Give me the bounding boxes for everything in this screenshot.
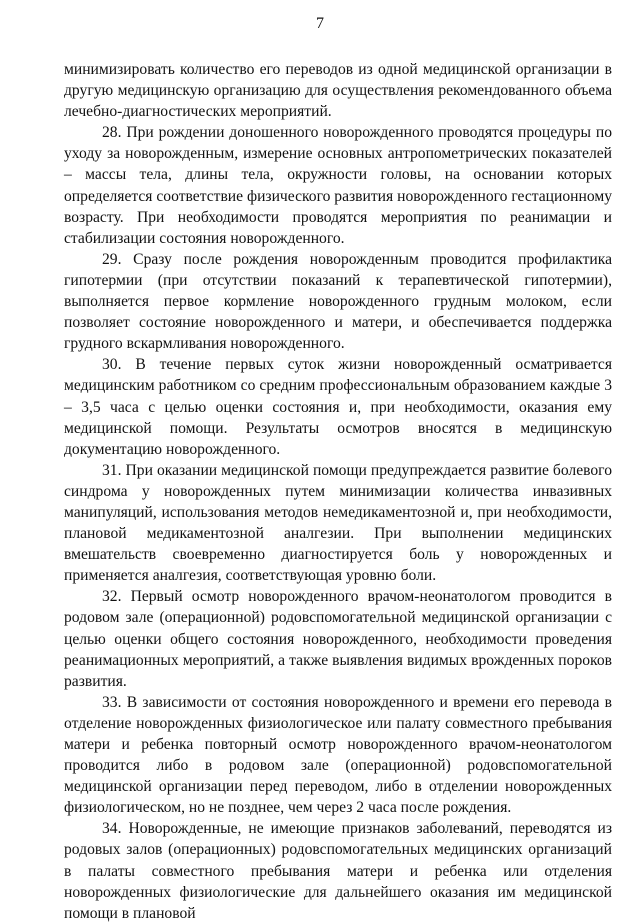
paragraph-33: 33. В зависимости от состояния новорожденного и времени его перевода в отделение новорожденных физиологическое или палату совместного пребывания матери и ребенка повторный осмотр новорожденного врачом-неонатологом проводится либо в родовом зале (операционной) родовспомогательной медицинской организации перед переводом, либо в отделении новорожденных физиологическом, но не позднее, чем через 2 часа после рождения. <box>64 693 612 817</box>
page-number: 7 <box>316 15 324 32</box>
paragraph-30: 30. В течение первых суток жизни новорожденный осматривается медицинским работником со средним профессиональным образованием каждые 3 – 3,5 часа с целью оценки состояния и, при необходимости, оказания ему медицинской помощи. Результаты осмотров вносятся в медицинскую документацию новорожденного. <box>64 356 612 458</box>
paragraph-continuation: минимизировать количество его переводов из одной медицинской организации в другую медицинскую организацию для осуществления рекомендованного объема лечебно-диагностических мероприятий. <box>64 61 612 121</box>
paragraph-34: 34. Новорожденные, не имеющие признаков заболеваний, переводятся из родовых залов (операционных) родовспомогательных медицинских организаций в палаты совместного пребывания матери и ребенка или отделения новорожденных физиологические для дальнейшего оказания им медицинской помощи в плановой <box>64 820 612 922</box>
paragraph-28: 28. При рождении доношенного новорожденного проводятся процедуры по уходу за новорожденным, измерение основных антропометрических показателей – массы тела, длины тела, окружности головы, на основании которых определяется соответствие физического развития новорожденного гестационному возрасту. При необходимости проводятся мероприятия по реанимации и стабилизации состояния новорожденного. <box>64 124 613 247</box>
document-body <box>64 59 612 924</box>
paragraph-31: 31. При оказании медицинской помощи предупреждается развитие болевого синдрома у новорожденных путем минимизации количества инвазивных манипуляций, использования методов немедикаментозной и, при необходимости, плановой медикаментозной аналгезии. При выполнении медицинских вмешательств своевременно диагностируется боль у новорожденных и применяется аналгезия, соответствующая уровню боли. <box>64 461 612 585</box>
paragraph-29: 29. Сразу после рождения новорожденным проводится профилактика гипотермии (при отсутствии показаний к терапевтической гипотермии), выполняется первое кормление новорожденного грудным молоком, если позволяет состояние новорожденного и матери, и обеспечивается поддержка грудного вскармливания новорожденного. <box>64 250 612 353</box>
paragraph-32: 32. Первый осмотр новорожденного врачом-неонатологом проводится в родовом зале (операционной) родовспомогательной медицинской организации с целью оценки общего состояния новорожденного, необходимости проведения реанимационных мероприятий, а также выявления видимых врожденных пороков развития. <box>64 588 612 690</box>
